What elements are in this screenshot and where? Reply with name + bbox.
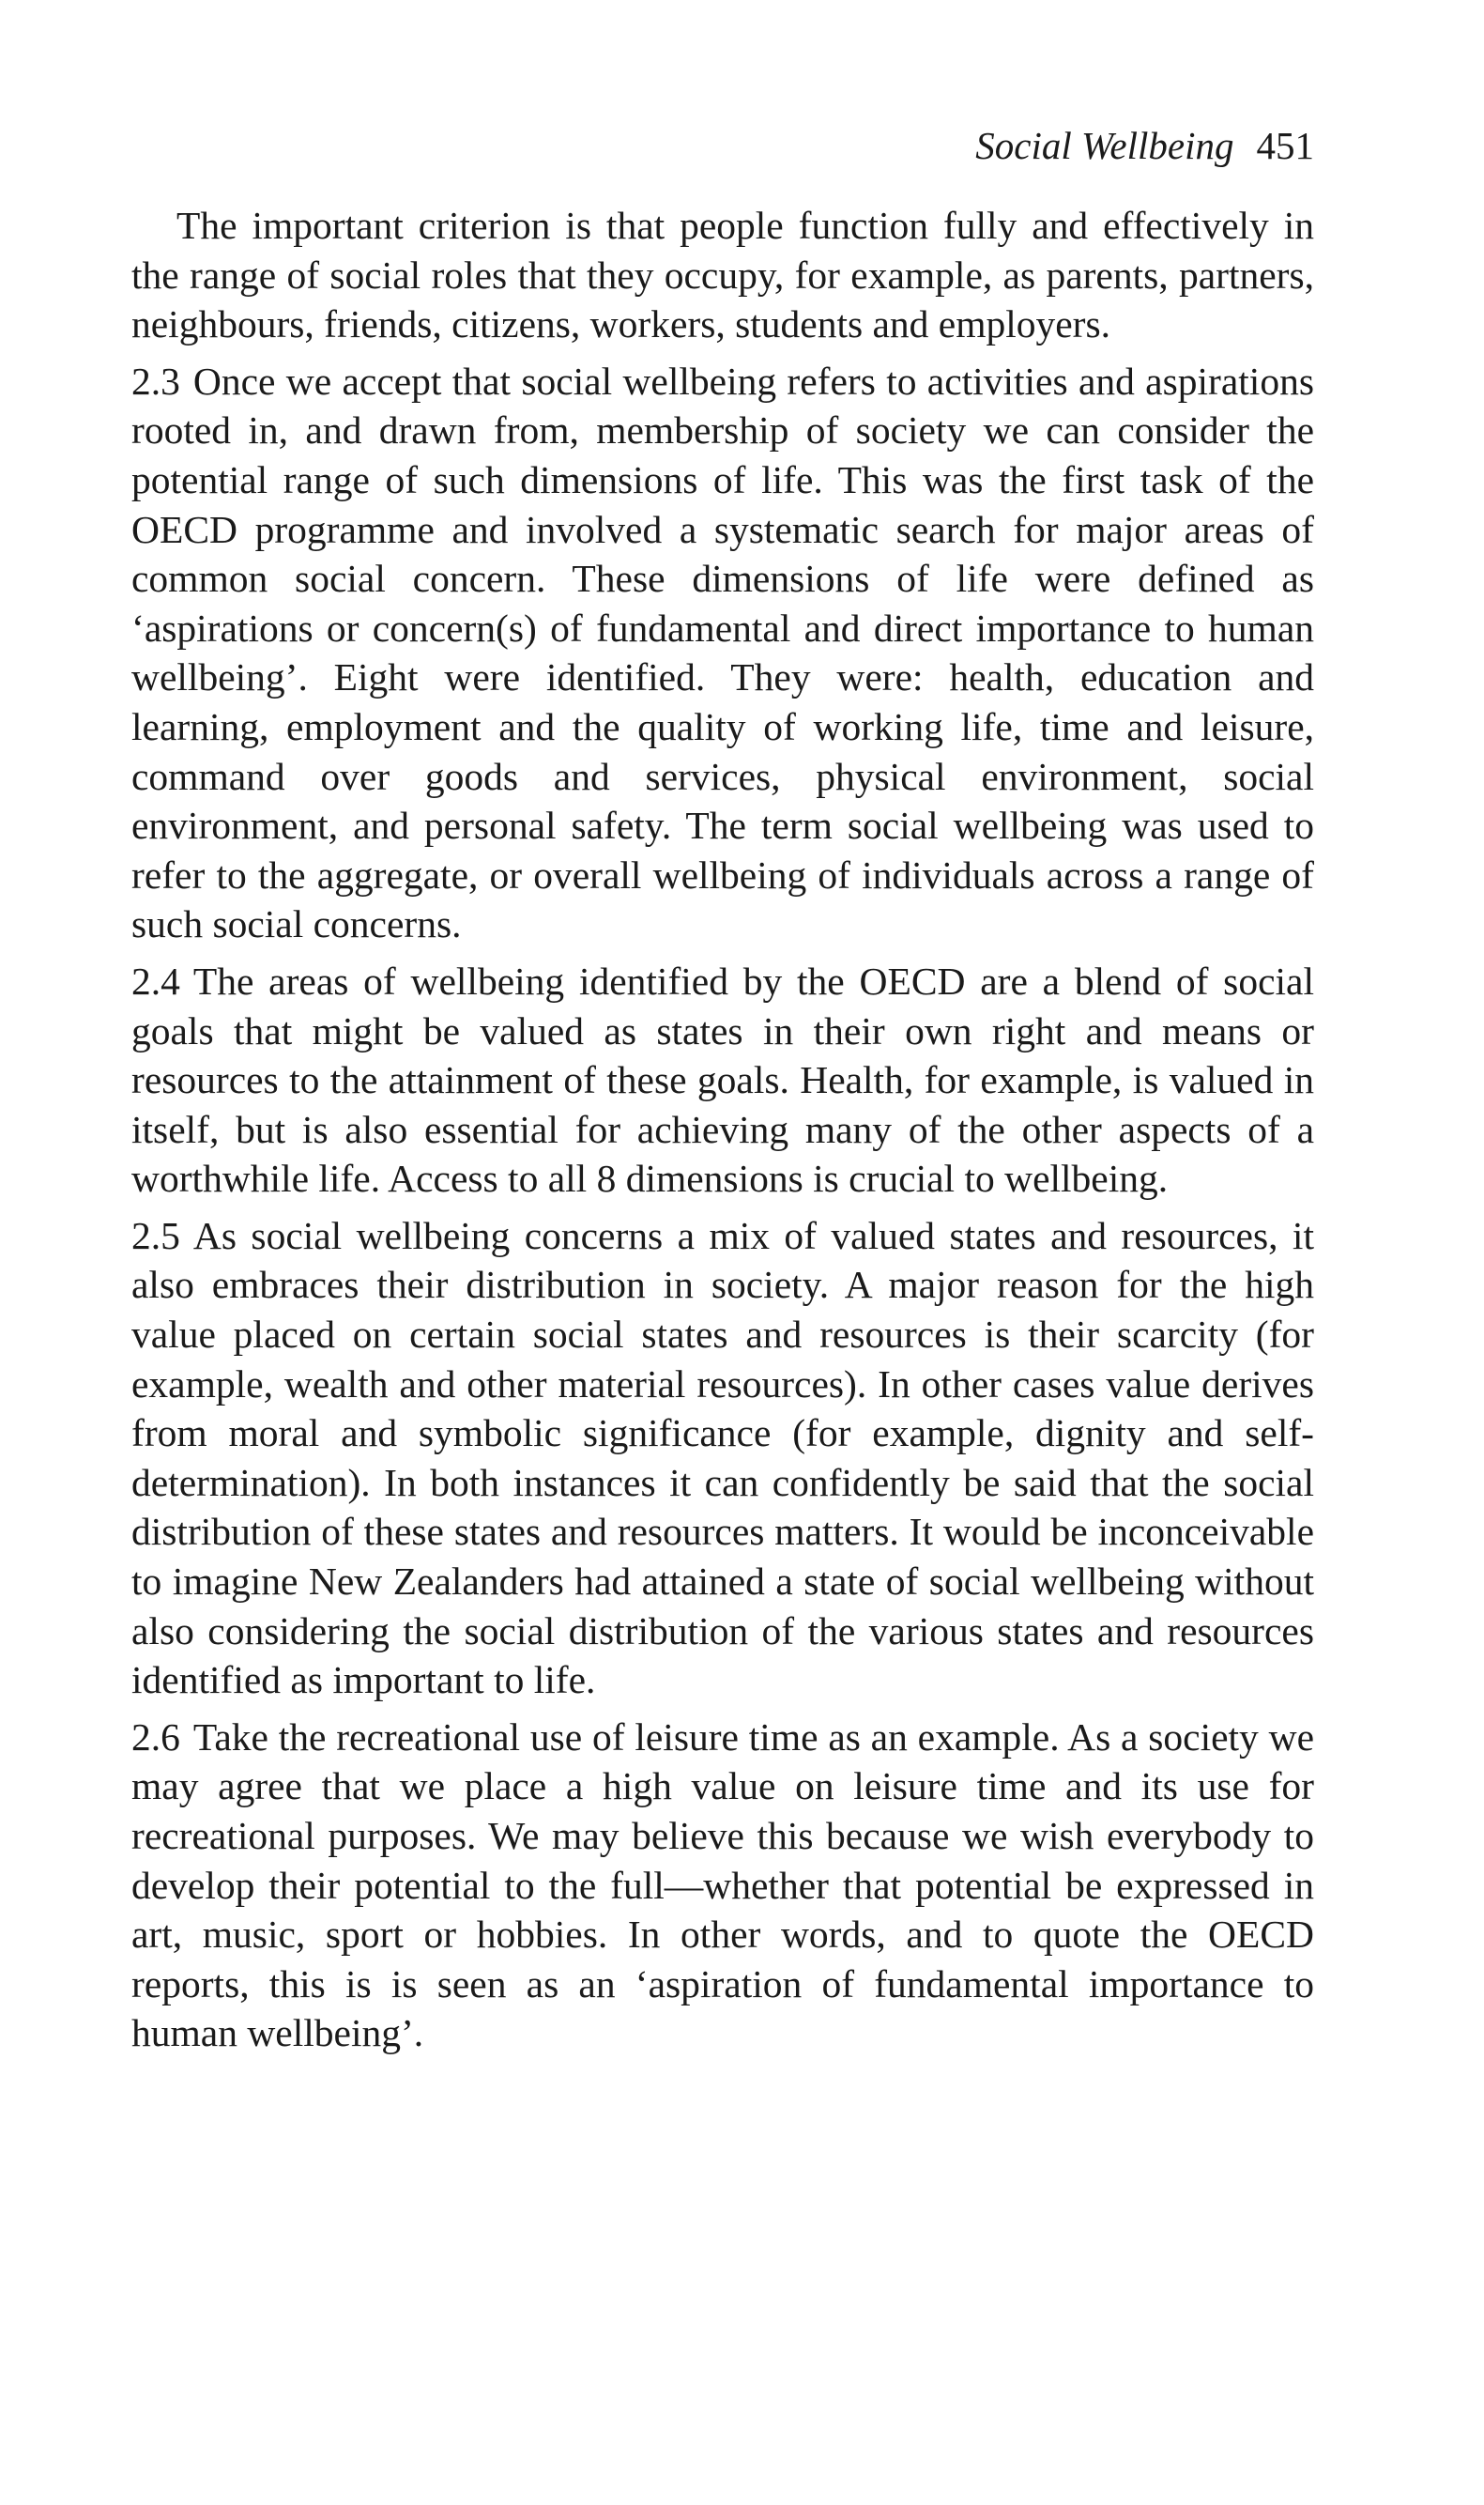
page-number: 451 xyxy=(1256,124,1314,167)
paragraph-continuation xyxy=(131,201,1314,349)
paragraph-2-5 xyxy=(131,1211,1314,1705)
running-head xyxy=(131,122,1314,169)
paragraph-number: 2.6 xyxy=(131,1714,180,1759)
paragraph-number: 2.3 xyxy=(131,359,180,403)
paragraph-2-4 xyxy=(131,957,1314,1204)
paragraph-number: 2.4 xyxy=(131,959,180,1003)
paragraph-text: Take the recreational use of leisure time as an example. As a society we may agree that we place a high value on leisure time and its use for recreational purposes. We may believe this because we wish everybody to develop their potential to the full—whether that potential be expressed in art, music, sport or hobbies. In other words, and to quote the OECD reports, this is is seen as an ‘aspiration of fundamental importance to human wellbeing’. xyxy=(131,1714,1314,2055)
paragraph-number: 2.5 xyxy=(131,1213,180,1257)
body-text xyxy=(131,201,1314,2066)
paragraph-text: The areas of wellbeing identified by the OECD are a blend of social goals that might be valued as states in their own right and means or resources to the attainment of these goals. Health, for example, is valued in itself, but is also essential for achieving many of the other aspects of a worthwhile life. Access to all 8 dimensions is crucial to wellbeing. xyxy=(131,959,1314,1201)
running-head-title: Social Wellbeing xyxy=(975,124,1234,167)
paragraph-text: The important criterion is that people function fully and effectively in the range of social roles that they occupy, for example, as parents, partners, neighbours, friends, citizens, workers, students and employers. xyxy=(131,204,1314,346)
paragraph-2-6 xyxy=(131,1713,1314,2058)
paragraph-text: Once we accept that social wellbeing refers to activities and aspirations rooted in, and drawn from, membership of society we can consider the potential range of such dimensions of life. This was the first task of the OECD programme and involved a systematic search for major areas of common social concern. These dimensions of life were defined as ‘aspirations or concern(s) of fundamental and direct importance to human wellbeing’. Eight were identified. They were: health, education and learning, employment and the quality of working life, time and leisure, command over goods and services, physical environment, social environment, and personal safety. The term social wellbeing was used to refer to the aggregate, or overall wellbeing of individuals across a range of such social concerns. xyxy=(131,359,1314,946)
paragraph-text: As social wellbeing concerns a mix of valued states and resources, it also embraces their distribution in society. A major reason for the high value placed on certain social states and resources is their scarcity (for example, wealth and other material resources). In other cases value derives from moral and symbolic significance (for example, dignity and self-determination). In both instances it can confidently be said that the social distribution of these states and resources matters. It would be inconceivable to imagine New Zealanders had attained a state of social wellbeing without also considering the social distribution of the various states and resources identified as important to life. xyxy=(131,1213,1314,1702)
paragraph-2-3 xyxy=(131,357,1314,949)
